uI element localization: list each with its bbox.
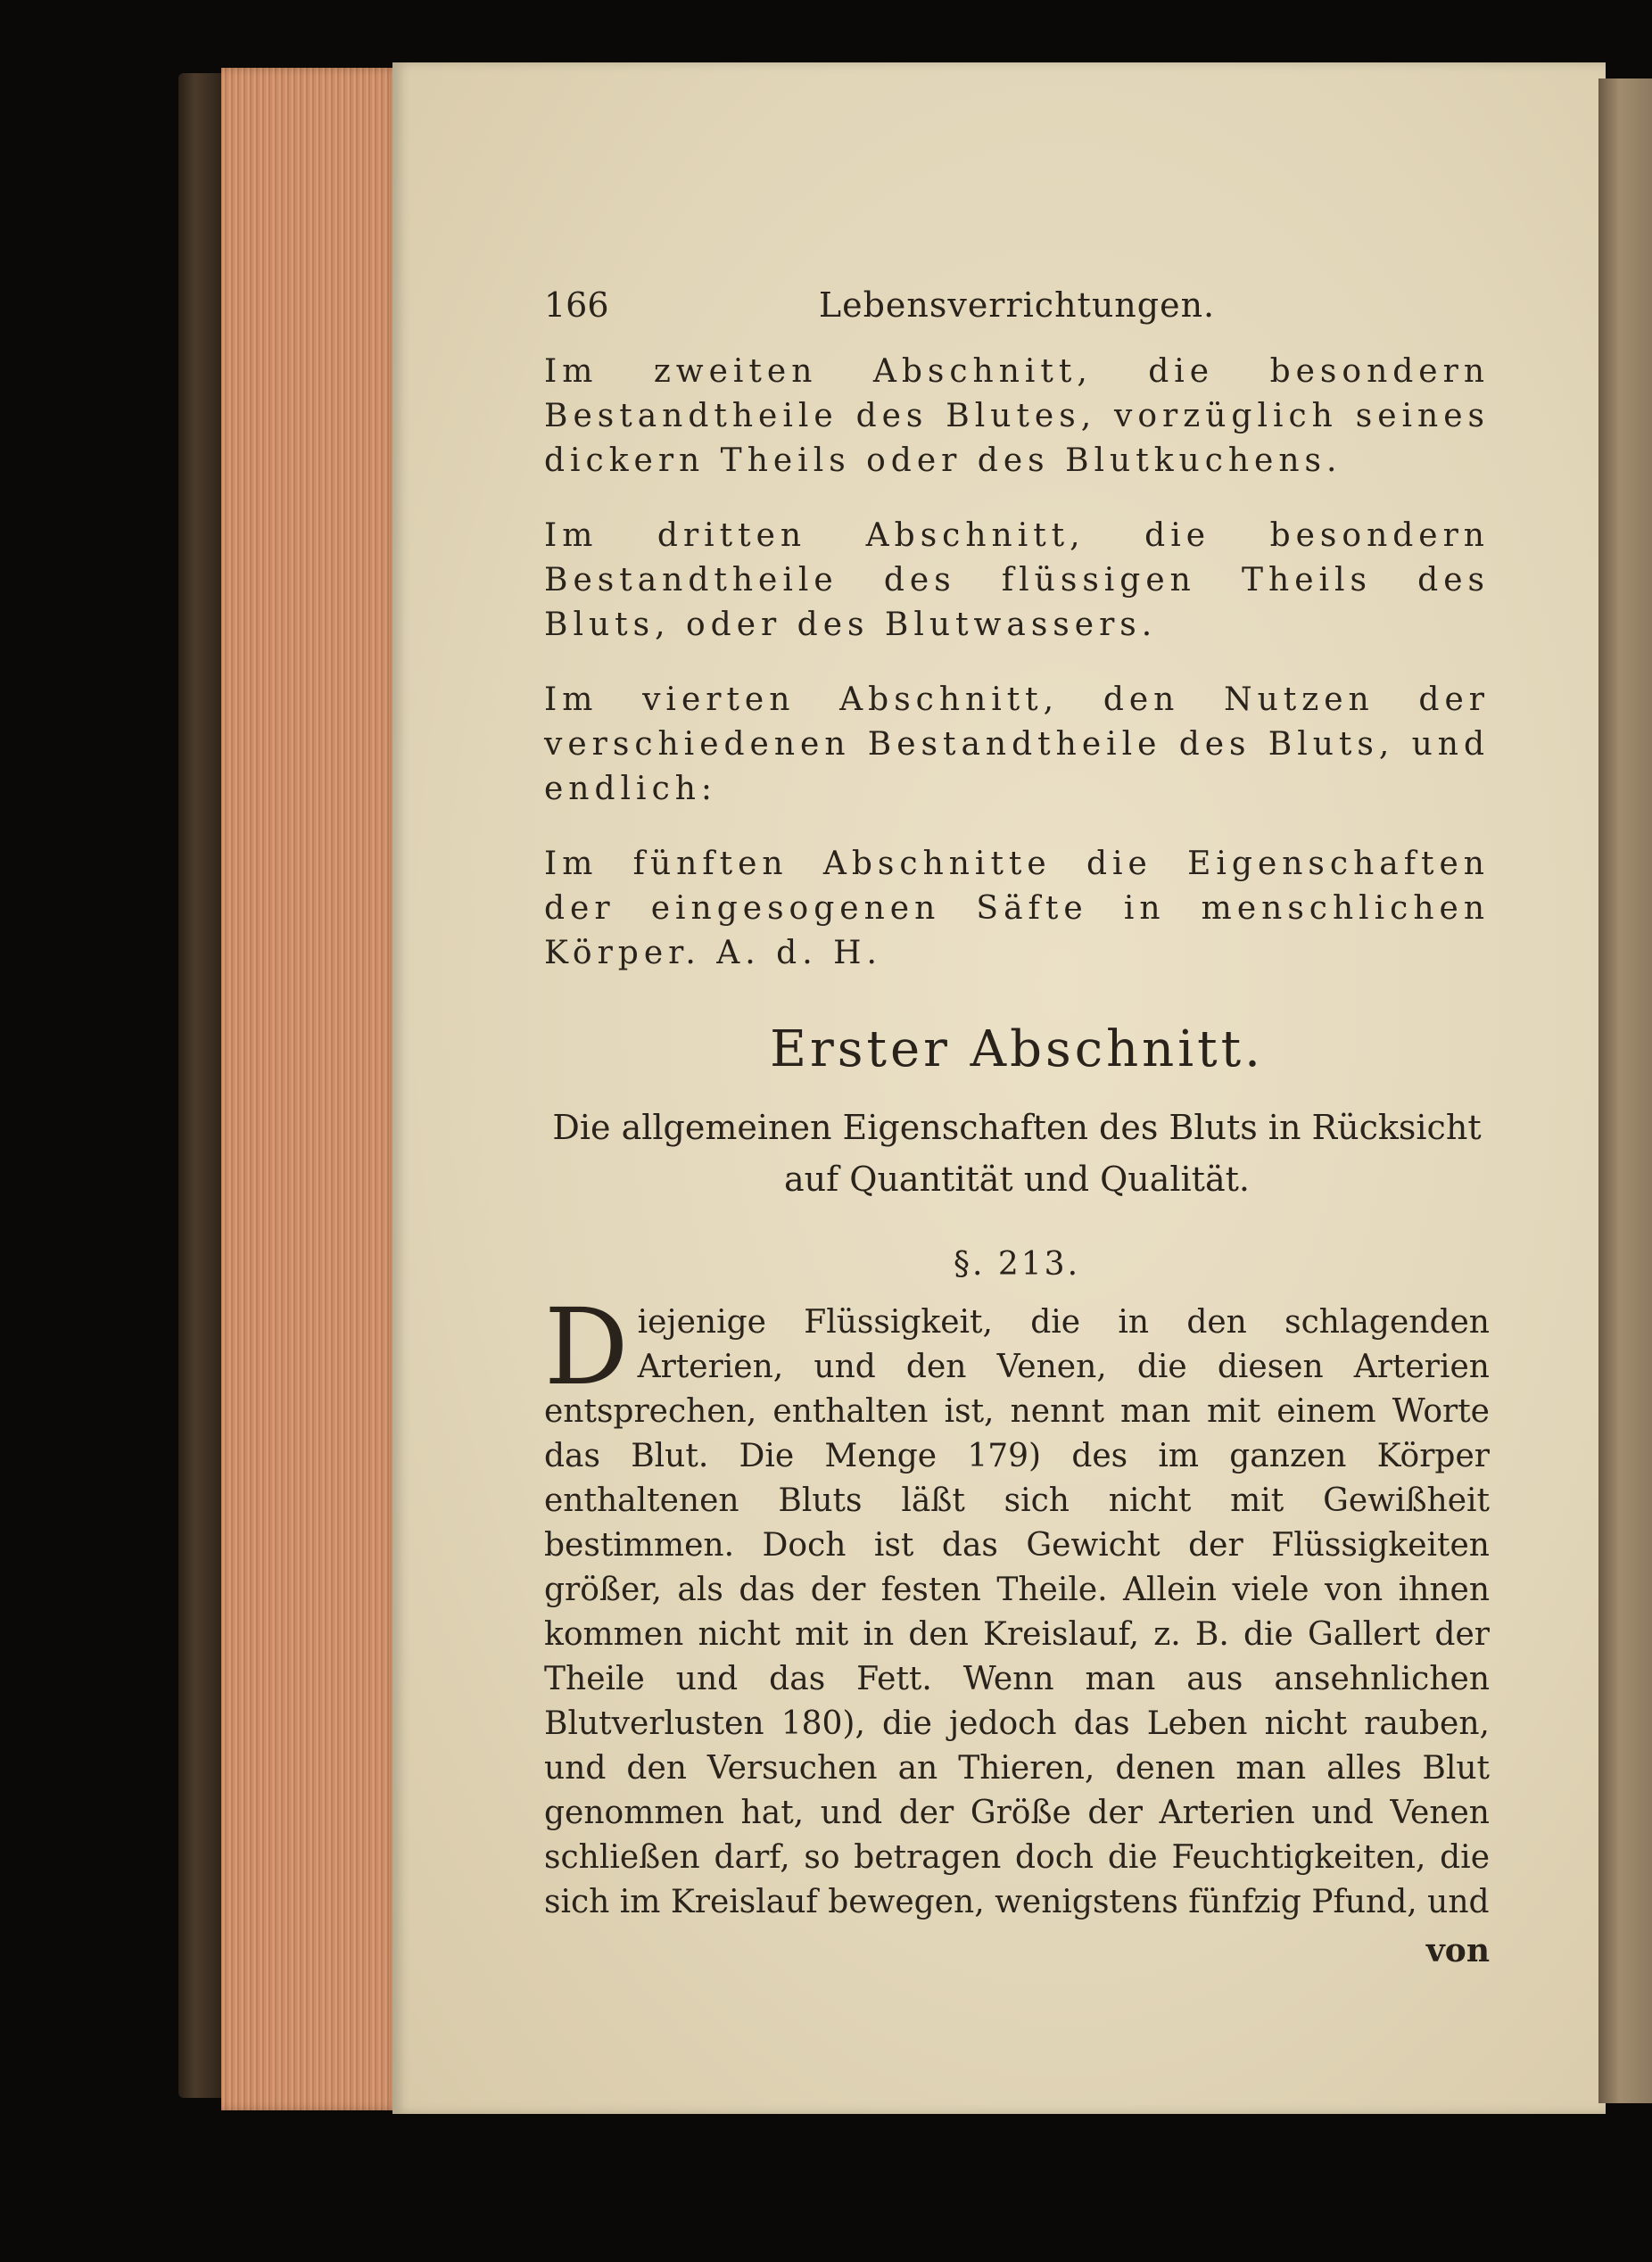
page-text bbox=[544, 285, 1490, 1969]
running-title: Lebensverrichtungen. bbox=[818, 285, 1216, 325]
catchword: von bbox=[1425, 1932, 1490, 1969]
running-header bbox=[544, 285, 1490, 325]
section-title: Erster Abschnitt. bbox=[770, 1020, 1264, 1078]
paragraph-mark: §. 213. bbox=[953, 1246, 1081, 1283]
paragraph-3: Im vierten Abschnitt, den Nutzen der verschiedenen Bestandtheile des Bluts, und endlich: bbox=[544, 681, 1490, 807]
header-spacer bbox=[1409, 285, 1490, 325]
page-number: 166 bbox=[544, 285, 609, 325]
section-subtitle: Die allgemeinen Eigenschaften des Bluts in Rücksicht auf Quantität und Qualität. bbox=[552, 1108, 1482, 1199]
facing-page-edge bbox=[1598, 78, 1652, 2103]
page-block-edges bbox=[221, 68, 400, 2110]
paragraph-2: Im dritten Abschnitt, die besondern Bestandtheile des flüssigen Theils des Bluts, oder des Blutwassers. bbox=[544, 517, 1490, 643]
body-text: iejenige Flüssigkeit, die in den schlagenden Arterien, und den Venen, die diesen Arterien entsprechen, enthalten ist, nennt man mit einem Worte das Blut. Die Menge 179) des im ganzen Körper enthaltenen Bluts läßt sich nicht mit Gewißheit bestimmen. Doch ist das Gewicht der Flüssigkeiten größer, als das der festen Theile. Allein viele von ihnen kommen nicht mit in den Kreislauf, z. B. die Gallert der Theile und das Fett. Wenn man aus ansehnlichen Blutverlusten 180), die jedoch das Leben nicht rauben, und den Versuchen an Thieren, denen man alles Blut genommen hat, und der Größe der Arterien und Venen schließen darf, so betragen doch die Feuchtigkeiten, die sich im Kreislauf bewegen, wenigstens fünfzig Pfund, und bbox=[544, 1304, 1490, 1920]
paragraph-4: Im fünften Abschnitte die Eigenschaften der eingesogenen Säfte in menschlichen Körper. A. d. H. bbox=[544, 846, 1490, 971]
drop-cap: D bbox=[544, 1285, 629, 1408]
body-paragraph bbox=[544, 1285, 1490, 1925]
paragraph-1: Im zweiten Abschnitt, die besondern Bestandtheile des Blutes, vorzüglich seines dickern Theils oder des Blutkuchens. bbox=[544, 353, 1490, 479]
